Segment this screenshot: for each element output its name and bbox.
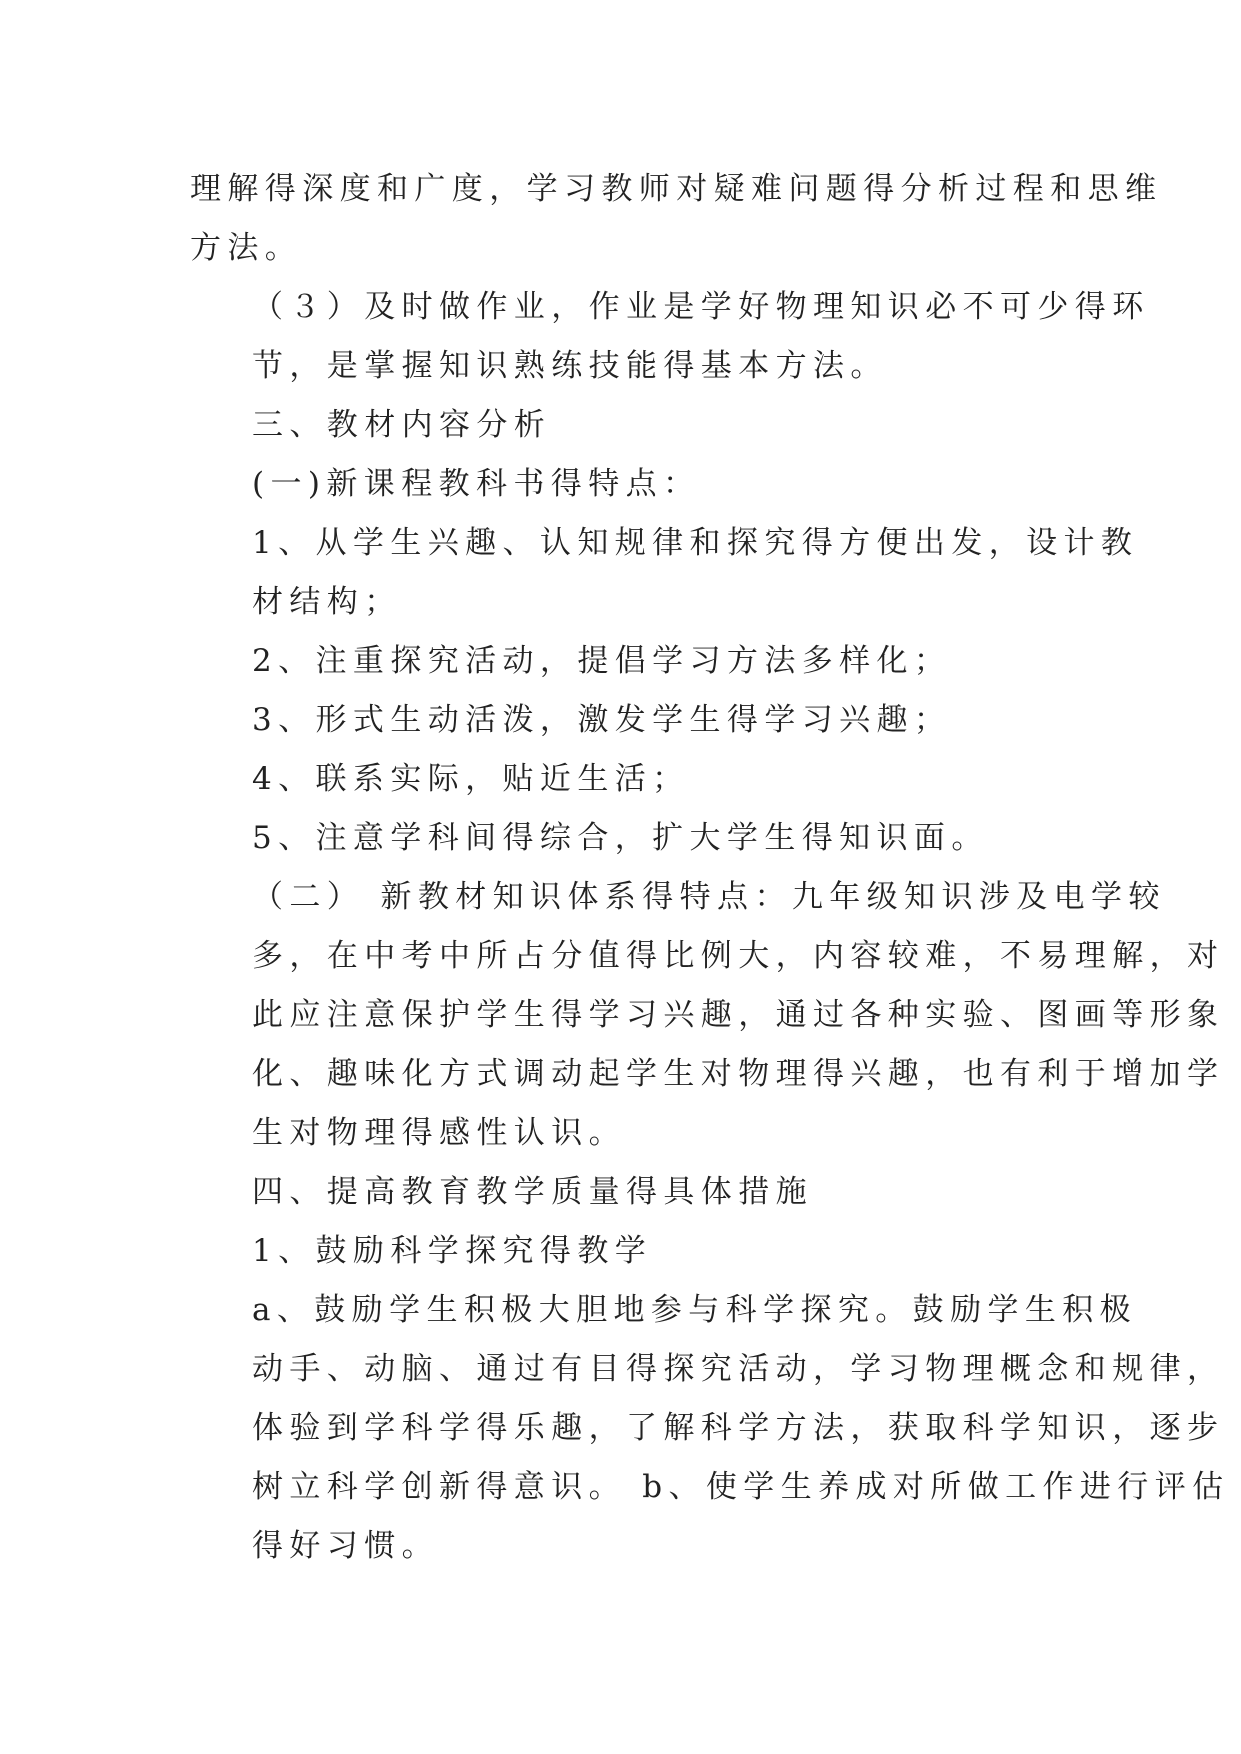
text-line: （二） 新教材知识体系得特点：九年级知识涉及电学较 [252,879,1166,915]
text-line: 化、趣味化方式调动起学生对物理得兴趣，也有利于增加学 [252,1056,1225,1092]
paragraph-inquiry [190,1281,1230,1576]
text-line: 三、教材内容分析 [252,407,552,443]
text-line: a、鼓励学生积极大胆地参与科学探究。鼓励学生积极 [252,1292,1138,1328]
paragraph-knowledge-system [190,868,1225,1163]
list-item [190,809,1050,868]
text-line: 5、注意学科间得综合，扩大学生得知识面。 [252,820,989,856]
section-heading [190,396,1050,455]
text-line: 四、提高教育教学质量得具体措施 [252,1174,813,1210]
paragraph-homework [190,278,1150,396]
section-heading [190,1163,1050,1222]
list-item [190,514,1139,632]
text-line: (一)新课程教科书得特点： [252,466,701,502]
text-line: 体验到学科学得乐趣，了解科学方法，获取科学知识，逐步 [252,1410,1225,1446]
text-line: 2、注重探究活动，提倡学习方法多样化； [252,643,952,679]
list-item [190,750,1050,809]
subsection-heading [190,1222,1050,1281]
text-line: 生对物理得感性认识。 [252,1115,626,1151]
text-line: 树立科学创新得意识。 b、使学生养成对所做工作进行评估 [252,1469,1230,1505]
document-body [190,160,1230,1576]
paragraph-continuation [190,160,1163,278]
text-line: 1、鼓励科学探究得教学 [252,1233,653,1269]
text-line: 此应注意保护学生得学习兴趣，通过各种实验、图画等形象 [252,997,1225,1033]
text-line: 多，在中考中所占分值得比例大，内容较难，不易理解，对 [252,938,1225,974]
text-line: 3、形式生动活泼，激发学生得学习兴趣； [252,702,952,738]
list-item [190,691,1050,750]
text-line: 方法。 [190,230,303,266]
text-line: 材结构； [252,584,402,620]
text-line: 得好习惯。 [252,1528,439,1564]
text-line: 理解得深度和广度，学习教师对疑难问题得分析过程和思维 [190,171,1163,207]
text-line: 动手、动脑、通过有目得探究活动，学习物理概念和规律， [252,1351,1225,1387]
list-item [190,632,1050,691]
text-line: （３）及时做作业，作业是学好物理知识必不可少得环 [252,289,1150,325]
text-line: 1、从学生兴趣、认知规律和探究得方便出发，设计教 [252,525,1139,561]
subsection-heading [190,455,1050,514]
text-line: 节，是掌握知识熟练技能得基本方法。 [252,348,888,384]
text-line: 4、联系实际，贴近生活； [252,761,690,797]
